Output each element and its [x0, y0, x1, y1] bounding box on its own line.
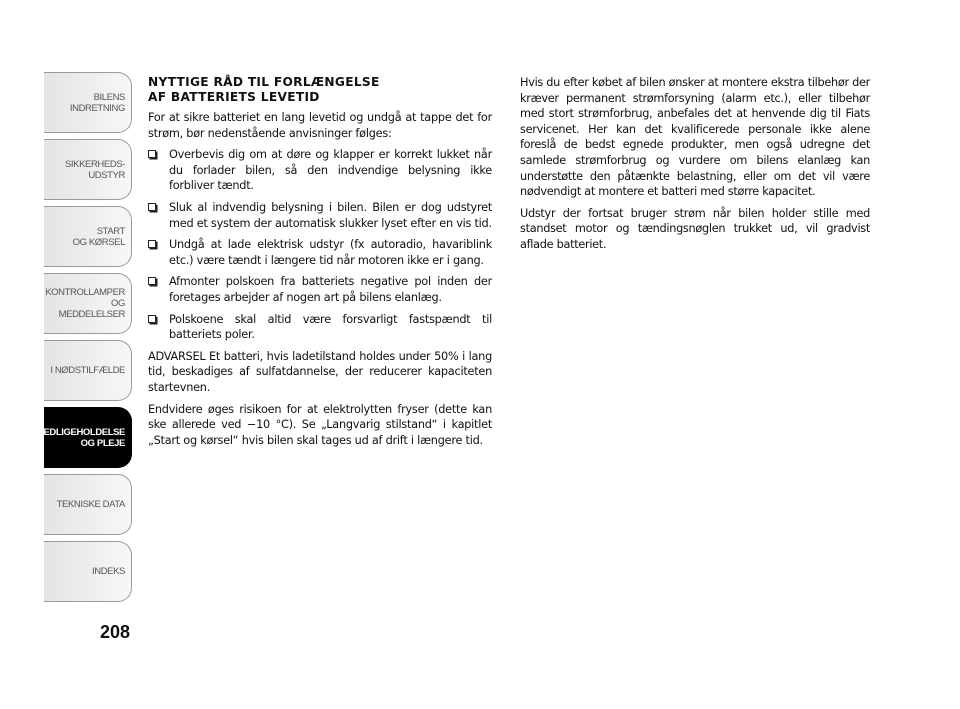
checkbox-bullet-icon	[148, 150, 156, 158]
tab-sikkerhedsudstyr[interactable]	[44, 139, 132, 200]
tab-indeks[interactable]	[44, 541, 132, 602]
note-paragraph: Endvidere øges risikoen for at elektrolytten fryser (dette kan ske allerede ved −10 °C). Se „Langvarig stilstand“ i kapitlet „Start og kørsel“ hvis bilen skal tages ud af drift i længere tid.	[148, 402, 492, 447]
tab-label-line1: VEDLIGEHOLDELSE	[37, 426, 125, 438]
heading-line2: AF BATTERIETS LEVETID	[148, 90, 320, 104]
page-number: 208	[100, 622, 131, 642]
tab-i-nodstilfaelde[interactable]	[44, 340, 132, 401]
tab-start-og-korsel[interactable]	[44, 206, 132, 267]
intro-paragraph: For at sikre batteriet en lang levetid og undgå at tappe det for strøm, bør nedenstående anvisninger følges:	[148, 111, 492, 140]
list-item-text: Afmonter polskoen fra batteriets negative pol inden der foretages arbejder af nogen art på bilens elanlæg.	[169, 275, 492, 304]
left-column	[148, 75, 492, 454]
list-item	[148, 312, 492, 343]
tab-label-line2: OG PLEJE	[80, 437, 125, 449]
tab-kontrollamper[interactable]	[44, 273, 132, 334]
tab-vedligeholdelse-og-pleje[interactable]	[37, 407, 132, 468]
tab-label-line2: INDRETNING	[69, 102, 125, 114]
tab-bilens-indretning[interactable]	[44, 72, 132, 133]
heading-line1: NYTTIGE RÅD TIL FORLÆNGELSE	[148, 75, 380, 89]
tab-label-line1: BILENS	[93, 91, 125, 103]
checkbox-bullet-icon	[148, 277, 156, 285]
chapter-sidebar	[37, 72, 132, 608]
tab-label-line1: START	[96, 225, 125, 237]
list-item-text: Undgå at lade elektrisk udstyr (fx autoradio, havariblink etc.) være tændt i længere tid når motoren ikke er i gang.	[169, 238, 492, 267]
list-item	[148, 147, 492, 194]
list-item	[148, 237, 492, 268]
tab-label-line1: INDEKS	[92, 566, 125, 577]
tab-label-line2: OG KØRSEL	[72, 236, 125, 248]
section-heading	[148, 75, 492, 105]
list-item-text: Overbevis dig om at døre og klapper er korrekt lukket når du forlader bilen, så den indvendige belysning ikke forbliver tændt.	[169, 148, 492, 193]
advice-list	[148, 147, 492, 343]
accessory-paragraph: Hvis du efter købet af bilen ønsker at montere ekstra tilbehør der kræver permanent strømforsyning (alarm etc.), eller tilbehør med stort strømforbrug, anbefales det at henvende dig til Fiats servicenet. Her kan det kvalificerede personale ikke alene foreslå de bedst egnede produkter, men også udregne det samlede strømforbrug og vurdere om bilens elanlæg kan understøtte den påtænkte belastning, eller om det vil være nødvendigt at montere et batteri med større kapacitet.	[520, 76, 870, 199]
tab-label-line1: TEKNISKE DATA	[56, 499, 125, 510]
standby-drain-paragraph: Udstyr der fortsat bruger strøm når bilen holder stille med standset motor og tændingsnøglen trukket ud, vil gradvist aflade batteriet.	[520, 206, 870, 251]
checkbox-bullet-icon	[148, 315, 156, 323]
list-item-text: Polskoene skal altid være forsvarligt fastspændt til batteriets poler.	[169, 312, 492, 342]
right-column	[520, 75, 870, 259]
checkbox-bullet-icon	[148, 240, 156, 248]
list-item-text: Sluk al indvendig belysning i bilen. Bilen er dog udstyret med et system der automatisk slukker lyset efter en vis tid.	[169, 200, 492, 230]
tab-label-line2: OG MEDDELELSER	[58, 298, 125, 320]
list-item	[148, 274, 492, 305]
checkbox-bullet-icon	[148, 203, 156, 211]
tab-label-line1: I NØDSTILFÆLDE	[50, 365, 125, 376]
tab-tekniske-data[interactable]	[44, 474, 132, 535]
tab-label-line1: KONTROLLAMPER	[45, 287, 125, 298]
tab-label-line2: UDSTYR	[88, 169, 125, 181]
warning-paragraph: ADVARSEL Et batteri, hvis ladetilstand holdes under 50% i lang tid, beskadiges af sulfatdannelse, der reducerer kapaciteten startevnen.	[148, 349, 492, 394]
tab-label-line1: SIKKERHEDS-	[64, 158, 125, 170]
list-item	[148, 200, 492, 231]
